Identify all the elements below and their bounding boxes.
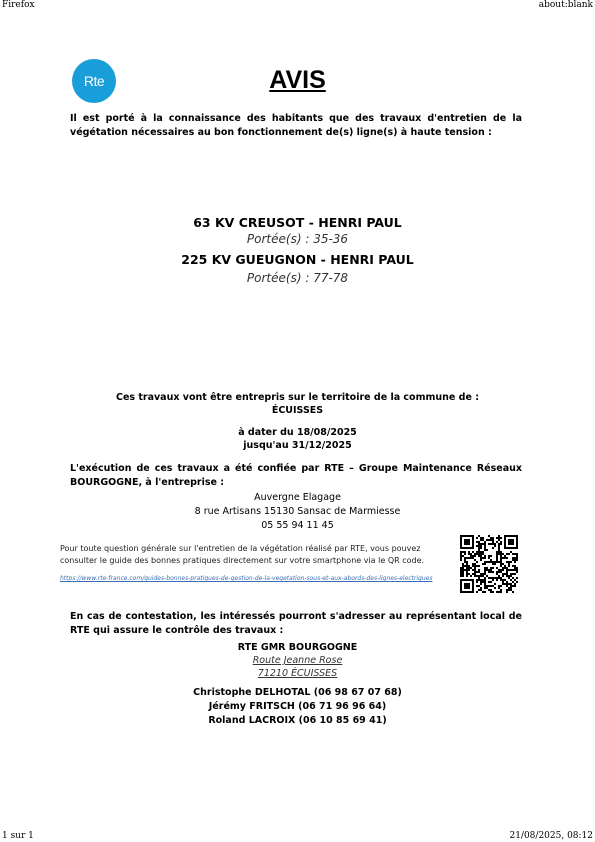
notice-title: AVIS <box>269 66 326 94</box>
line-name: 225 KV GUEUGNON - HENRI PAUL <box>181 252 414 267</box>
page-count: 1 sur 1 <box>2 831 34 841</box>
rte-logo-text: Rte <box>83 73 105 89</box>
representative-block <box>0 641 595 680</box>
rep-name: RTE GMR BOURGOGNE <box>237 642 358 653</box>
rep-city: 71210 ÉCUISSES <box>257 668 338 679</box>
contacts-block <box>0 686 595 728</box>
print-datetime: 21/08/2025, 08:12 <box>509 831 593 841</box>
contact-line: Roland LACROIX (06 10 85 69 41) <box>208 715 387 726</box>
line-portee: Portée(s) : 35-36 <box>246 232 349 246</box>
line-portee: Portée(s) : 77-78 <box>246 271 349 285</box>
line-name: 63 KV CREUSOT - HENRI PAUL <box>193 215 402 230</box>
date-to: jusqu'au 31/12/2025 <box>243 440 352 451</box>
company-address: 8 rue Artisans 15130 Sansac de Marmiesse <box>194 506 401 517</box>
contact-line: Christophe DELHOTAL (06 98 67 07 68) <box>193 687 402 698</box>
territory-block <box>0 391 595 417</box>
commune-name: ÉCUISSES <box>271 405 324 416</box>
contact-line: Jérémy FRITSCH (06 71 96 96 64) <box>208 701 387 712</box>
date-from: à dater du 18/08/2025 <box>238 427 357 438</box>
contestation-paragraph: En cas de contestation, les intéressés pourront s'adresser au représentant local de RTE qui assure le contrôle des travaux : <box>70 611 522 636</box>
company-name: Auvergne Elagage <box>254 492 341 503</box>
company-block <box>0 491 595 533</box>
dates-block <box>0 426 595 452</box>
company-phone: 05 55 94 11 45 <box>261 520 334 531</box>
line-list <box>0 214 595 287</box>
territory-text: Ces travaux vont être entrepris sur le territoire de la commune de : <box>115 392 480 403</box>
execution-paragraph: L'exécution de ces travaux a été confiée par RTE – Groupe Maintenance Réseaux BOURGOGNE, à l'entreprise : <box>70 463 522 488</box>
intro-paragraph: Il est porté à la connaissance des habitants que des travaux d'entretien de la végétation nécessaires au bon fonctionnement de(s) ligne(s) à haute tension : <box>70 113 522 138</box>
guide-link[interactable]: https://www.rte-france.com/guides-bonnes-pratiques-de-gestion-de-la-vegetation-sous-et-aux-abords-des-lignes-electriques <box>60 575 433 582</box>
rep-street: Route Jeanne Rose <box>252 655 343 666</box>
general-question: Pour toute question générale sur l'entretien de la végétation réalisé par RTE, vous pouvez consulter le guide des bonnes pratiques directement sur votre smartphone via le QR code. <box>60 544 425 565</box>
browser-url: about:blank <box>538 0 593 10</box>
browser-app-name: Firefox <box>2 0 35 10</box>
qr-code[interactable] <box>460 535 518 593</box>
